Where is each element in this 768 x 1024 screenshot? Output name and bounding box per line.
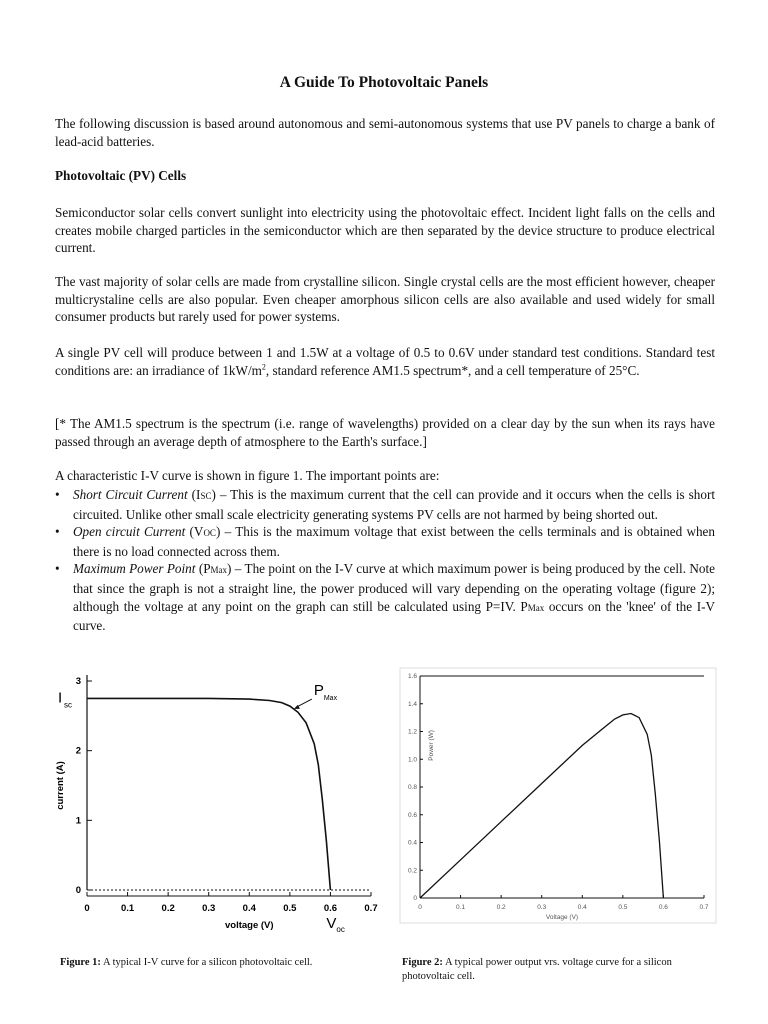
symbol-subscript: OC	[203, 528, 216, 539]
x-tick-label: 0.7	[699, 904, 709, 911]
figure-2-axes	[400, 668, 716, 923]
voc-label: V	[326, 915, 337, 932]
y-axis-label: current (A)	[55, 761, 66, 810]
x-tick-label: 0.1	[456, 904, 466, 911]
bullet-symbol	[199, 561, 232, 576]
bullet-text: – The point on the I-V curve at which maximum power is being produced by the cell. Note that since the graph is not a straight line, the power produced will vary depending on the operating voltage (figure 2); although the voltage at any point on the graph can still be calculated using P=IV. P	[73, 561, 715, 614]
y-tick-label: 1.2	[407, 728, 417, 736]
bullet-symbol	[190, 524, 221, 539]
paragraph-photovoltaic-effect: Semiconductor solar cells convert sunlight into electricity using the photovoltaic effect. Incident light falls on the cells and creates mobile charged particles in the semiconductor which are then separated by the device structure to produce electrical current.	[55, 205, 715, 256]
test-conditions-text: A single PV cell will produce between 1 and 1.5W at a voltage of 0.5 to 0.6V under standard test conditions. Standard test conditions are: an irradiance of 1kW/m	[55, 345, 715, 378]
paragraph-iv-intro: A characteristic I-V curve is shown in figure 1. The important points are:	[55, 468, 440, 483]
y-tick-label: 0	[413, 895, 417, 902]
figure-2-caption-text: A typical power output vrs. voltage curve for a silicon photovoltaic cell.	[402, 957, 672, 982]
figure-1-ticks	[76, 676, 378, 914]
symbol-close: )	[211, 487, 216, 502]
bullet-term: Maximum Power Point	[73, 561, 196, 577]
x-tick-label: 0	[84, 903, 90, 914]
x-tick-label: 0.6	[323, 903, 338, 914]
paragraph-test-conditions	[55, 344, 715, 379]
paragraph-am15-note: [* The AM1.5 spectrum is the spectrum (i.e. range of wavelengths) provided on a clear day by the sun when its rays have passed through an average depth of atmosphere to the Earth's surface.]	[55, 416, 715, 449]
isc-subscript: sc	[64, 700, 72, 710]
symbol-close: )	[215, 524, 221, 540]
y-tick-label: 1.0	[407, 756, 417, 764]
y-tick-label: 2	[75, 745, 81, 757]
symbol-subscript: SC	[200, 491, 212, 501]
figure-1-caption-text: A typical I-V curve for a silicon photovoltaic cell.	[100, 957, 313, 968]
paragraph-silicon-types: The vast majority of solar cells are made from crystalline silicon. Single crystal cells are the most efficient however, cheaper multicrystaline cells are also popular. Even cheaper amorphous silicon cells are also available and used widely for small consumer products but rarely used for power systems.	[55, 274, 715, 325]
key-points-list	[55, 486, 715, 635]
x-tick-label: 0.2	[496, 904, 506, 911]
x-tick-label: 0.4	[577, 904, 587, 911]
figure-1-caption-label: Figure 1:	[60, 957, 101, 968]
bullet-term: Short Circuit Current	[73, 487, 188, 502]
bullet-short-circuit-current	[55, 486, 715, 523]
text-subscript: Max	[527, 602, 545, 613]
figure-2-ticks	[408, 673, 709, 911]
iv-curve-line	[87, 698, 330, 890]
pmax-label: P	[313, 681, 324, 699]
x-tick-label: 0.3	[202, 903, 216, 914]
y-tick-label: 3	[75, 676, 81, 687]
bullet-text-end: occurs on the 'knee' of the I-V curve.	[73, 598, 716, 634]
x-tick-label: 0.5	[618, 904, 628, 911]
symbol-letter: (V	[189, 524, 204, 540]
x-tick-label: 0.6	[658, 904, 668, 911]
test-conditions-text-end: , standard reference AM1.5 spectrum*, and a cell temperature of 25°C.	[265, 362, 640, 378]
y-tick-label: 0.6	[407, 811, 417, 819]
x-tick-label: 0.3	[537, 904, 547, 911]
figure-2-caption-label: Figure 2:	[402, 957, 443, 968]
symbol-letter: (P	[198, 561, 211, 577]
y-tick-label: 1.6	[407, 673, 417, 680]
bullet-symbol	[192, 487, 216, 502]
figure-2-power-curve	[392, 662, 722, 932]
y-tick-label: 0.2	[407, 867, 417, 875]
figure-1-caption	[60, 956, 390, 970]
y-tick-label: 0.4	[407, 839, 417, 847]
y-axis-label: Power (W)	[428, 730, 435, 761]
intro-paragraph: The following discussion is based around autonomous and semi-autonomous systems that use PV panels to charge a bank of lead-acid batteries.	[55, 116, 715, 149]
y-tick-label: 0.8	[407, 784, 417, 791]
y-tick-label: 0	[75, 885, 81, 896]
x-tick-label: 0.5	[283, 903, 297, 914]
figure-1-iv-curve	[40, 665, 390, 945]
voc-subscript: oc	[336, 925, 345, 934]
x-axis-label: voltage (V)	[225, 920, 274, 931]
symbol-subscript: Max	[210, 565, 228, 576]
section-heading: Photovoltaic (PV) Cells	[55, 168, 187, 183]
x-axis-label: Voltage (V)	[545, 914, 579, 921]
bullet-text: – This is the maximum voltage that exist between the cells terminals and is obtained when there is no load connected across them.	[73, 524, 716, 559]
x-tick-label: 0.2	[161, 903, 175, 914]
pmax-subscript: Max	[323, 694, 338, 702]
bullet-maximum-power-point	[55, 560, 715, 634]
figure-2-border	[400, 668, 716, 923]
bullet-term: Open circuit Current	[73, 524, 186, 540]
x-tick-label: 0.7	[364, 903, 378, 914]
superscript: 2	[261, 362, 266, 372]
figure-2-labels	[428, 730, 578, 921]
bullet-open-circuit-current	[55, 523, 715, 560]
y-tick-label: 1.4	[407, 700, 417, 708]
symbol-close: )	[227, 561, 232, 577]
symbol-letter: (I	[191, 487, 201, 502]
bullet-text: – This is the maximum current that the cell can provide and it occurs when the cells is short circuited. Unlike other small scale electricity generating systems PV cells are not harmed by being shorted out.	[73, 487, 715, 522]
isc-label: I	[58, 689, 63, 707]
y-tick-label: 1	[75, 815, 81, 827]
document-title: A Guide To Photovoltaic Panels	[279, 74, 489, 91]
figure-2-caption	[402, 956, 722, 984]
power-curve-line	[420, 714, 663, 899]
x-tick-label: 0	[418, 904, 422, 911]
x-tick-label: 0.1	[120, 903, 135, 914]
x-tick-label: 0.4	[242, 903, 256, 914]
